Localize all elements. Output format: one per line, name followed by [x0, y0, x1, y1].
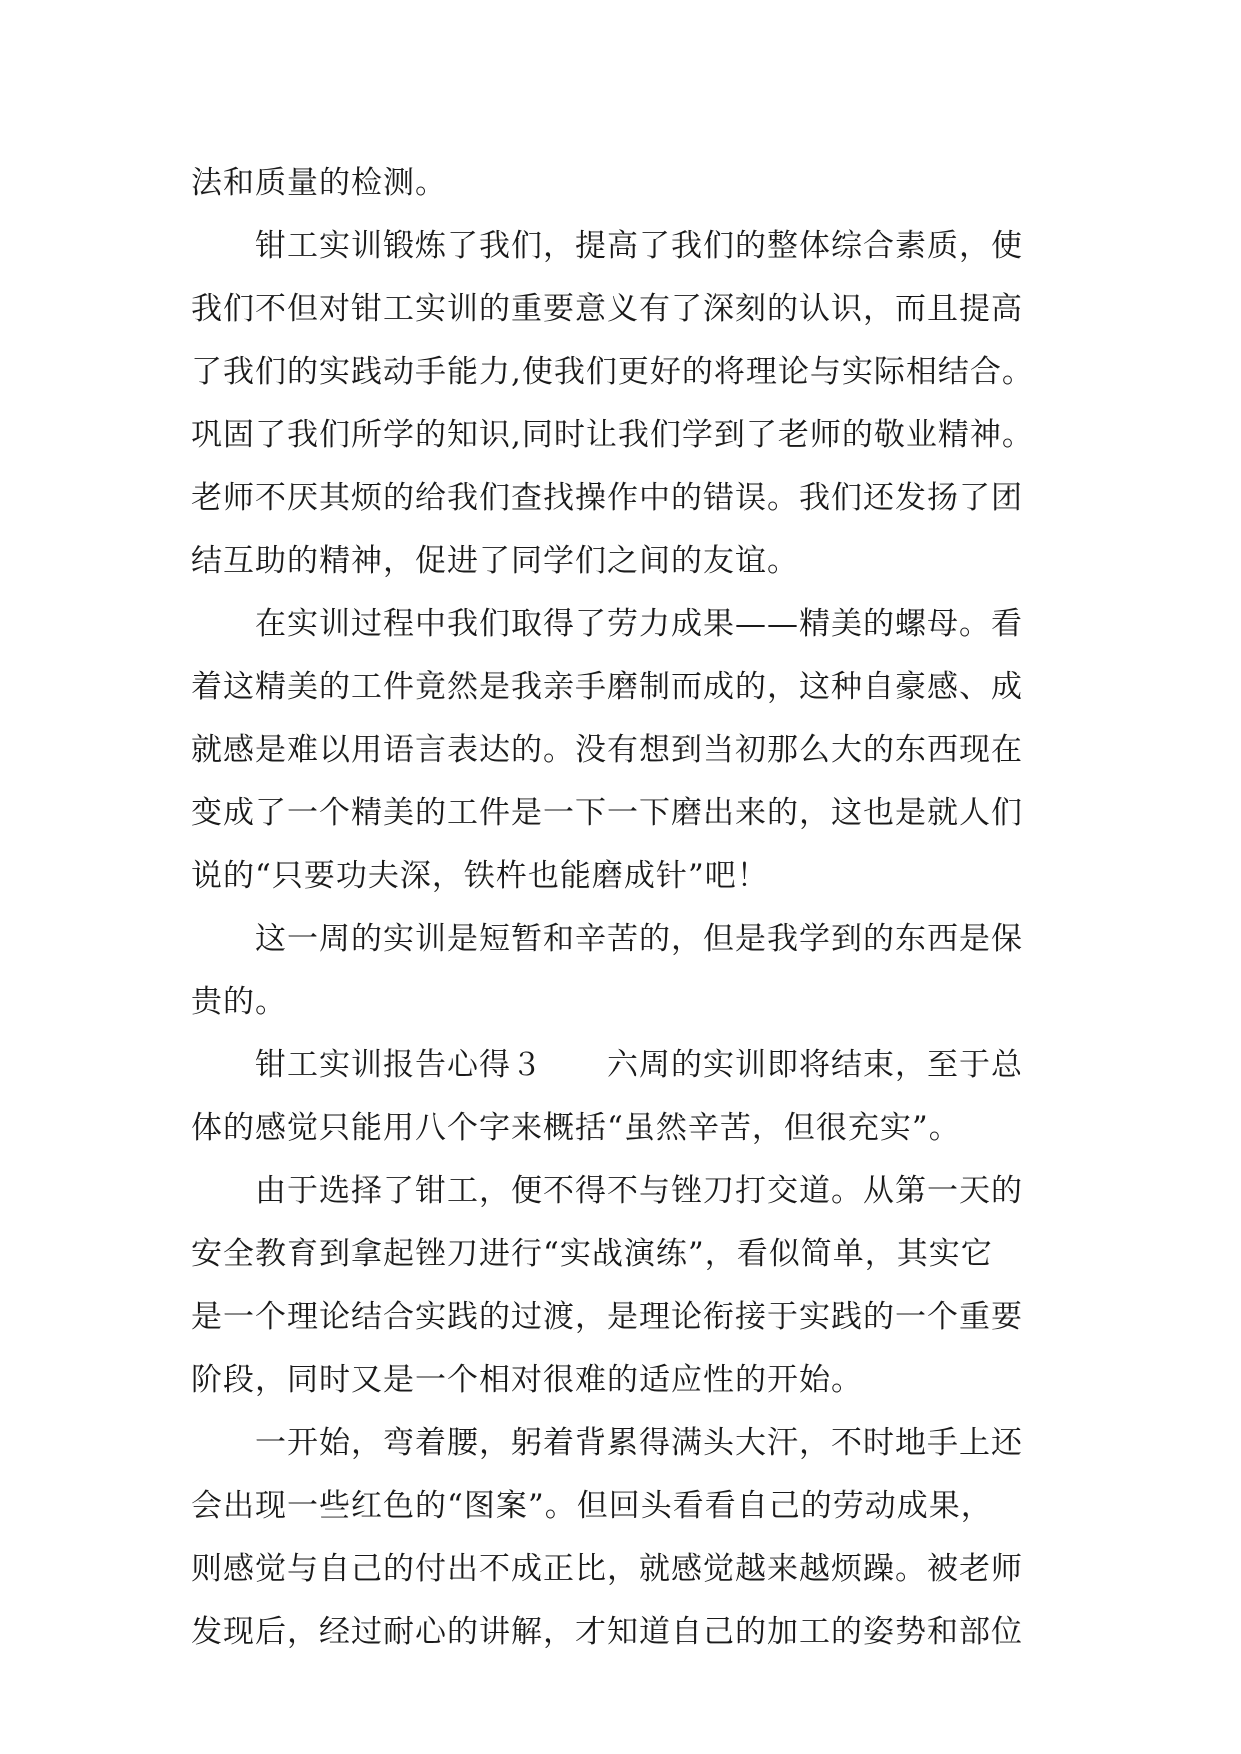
text-line: 贵的。: [191, 984, 287, 1020]
text-line: 是一个理论结合实践的过渡，是理论衔接于实践的一个重要: [191, 1299, 1023, 1335]
text-line: 说的“只要功夫深，铁杵也能磨成针”吧！: [191, 858, 769, 894]
text-line: 老师不厌其烦的给我们查找操作中的错误。我们还发扬了团: [191, 480, 1023, 516]
text-line: 体的感觉只能用八个字来概括“虽然辛苦，但很充实”。: [191, 1110, 961, 1146]
text-line: 这一周的实训是短暂和辛苦的，但是我学到的东西是保: [255, 921, 1023, 957]
text-line: 则感觉与自己的付出不成正比，就感觉越来越烦躁。被老师: [191, 1551, 1023, 1587]
text-line: 了我们的实践动手能力,使我们更好的将理论与实际相结合。: [191, 354, 1034, 390]
text-line: 发现后，经过耐心的讲解，才知道自己的加工的姿势和部位: [191, 1614, 1023, 1650]
text-line: 在实训过程中我们取得了劳力成果——精美的螺母。看: [255, 606, 1023, 642]
text-line: 结互助的精神，促进了同学们之间的友谊。: [191, 543, 799, 579]
text-line: 钳工实训报告心得３ 六周的实训即将结束，至于总: [255, 1047, 1023, 1083]
text-line: 钳工实训锻炼了我们，提高了我们的整体综合素质，使: [255, 228, 1023, 264]
text-line: 巩固了我们所学的知识,同时让我们学到了老师的敬业精神。: [191, 417, 1034, 453]
text-line: 阶段，同时又是一个相对很难的适应性的开始。: [191, 1362, 863, 1398]
text-line: 法和质量的检测。: [191, 165, 447, 201]
document-body: [191, 152, 1049, 1664]
text-line: 由于选择了钳工，便不得不与锉刀打交道。从第一天的: [255, 1173, 1023, 1209]
text-line: 着这精美的工件竟然是我亲手磨制而成的，这种自豪感、成: [191, 669, 1023, 705]
text-line: 会出现一些红色的“图案”。但回头看看自己的劳动成果，: [191, 1488, 993, 1524]
text-line: 变成了一个精美的工件是一下一下磨出来的，这也是就人们: [191, 795, 1023, 831]
text-line: 我们不但对钳工实训的重要意义有了深刻的认识，而且提高: [191, 291, 1023, 327]
text-line: 就感是难以用语言表达的。没有想到当初那么大的东西现在: [191, 732, 1023, 768]
text-line: 一开始，弯着腰，躬着背累得满头大汗，不时地手上还: [255, 1425, 1023, 1461]
text-line: 安全教育到拿起锉刀进行“实战演练”，看似简单，其实它: [191, 1236, 993, 1272]
